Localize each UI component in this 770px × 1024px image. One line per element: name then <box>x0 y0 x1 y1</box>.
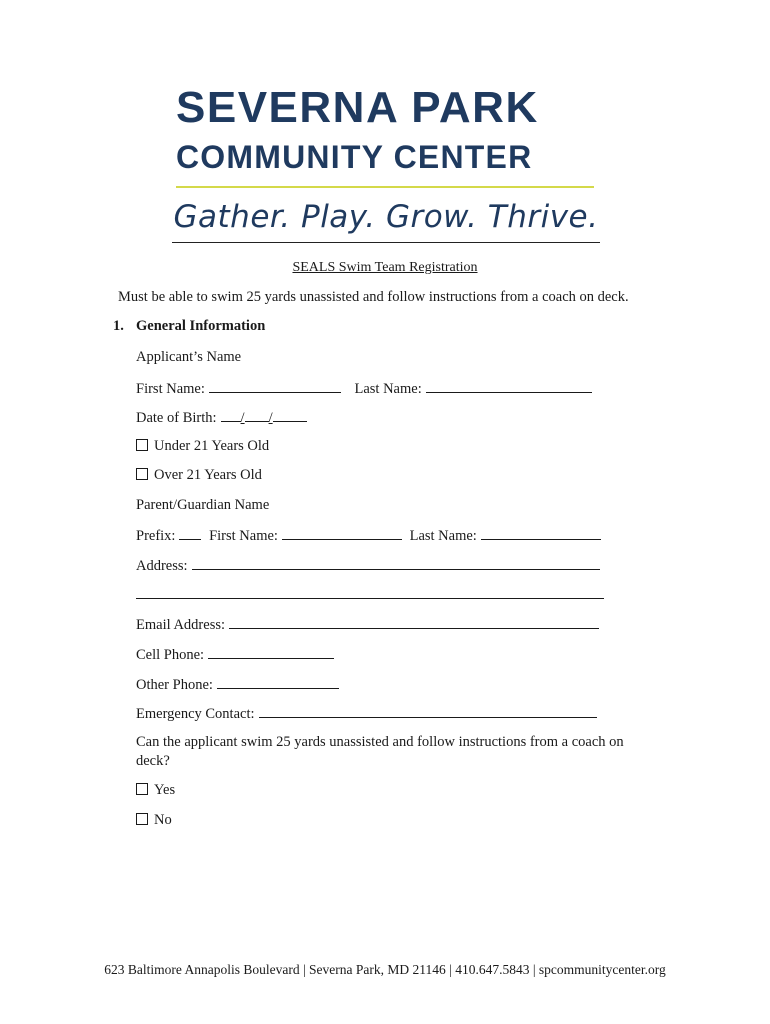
email-label: Email Address: <box>136 617 226 633</box>
swim-question-line1: Can the applicant swim 25 yards unassisted and follow instructions from a coach on <box>136 734 624 750</box>
checkbox-under-21[interactable] <box>136 439 148 451</box>
other-phone-row <box>136 674 339 694</box>
address-field-line1[interactable] <box>192 555 600 570</box>
dob-label: Date of Birth: <box>136 410 217 426</box>
logo-title-line1: SEVERNA PARK <box>176 83 539 132</box>
guardian-first-name-field[interactable] <box>282 525 402 540</box>
cell-phone-field[interactable] <box>208 644 334 659</box>
cell-phone-label: Cell Phone: <box>136 647 205 663</box>
address-field-line2[interactable] <box>136 598 604 599</box>
dob-month-field[interactable] <box>221 407 241 422</box>
age-option-over-21[interactable] <box>136 466 262 484</box>
form-title: SEALS Swim Team Registration <box>292 260 478 275</box>
address-label: Address: <box>136 558 188 574</box>
dob-separator-2: / <box>268 410 273 426</box>
other-phone-field[interactable] <box>217 674 339 689</box>
section-heading <box>113 318 265 335</box>
form-intro: Must be able to swim 25 yards unassisted and follow instructions from a coach on deck. <box>118 289 629 305</box>
guardian-first-name-label: First Name: <box>209 528 278 544</box>
dob-separator-1: / <box>240 410 245 426</box>
applicant-last-name-label: Last Name: <box>354 381 422 397</box>
applicant-name-row <box>136 378 592 398</box>
section-title: General Information <box>136 318 266 334</box>
email-field[interactable] <box>229 614 599 629</box>
logo-divider <box>172 242 600 243</box>
page-footer: 623 Baltimore Annapolis Boulevard | Severna Park, MD 21146 | 410.647.5843 | spcommunitycenter.org <box>104 962 666 977</box>
other-phone-label: Other Phone: <box>136 677 213 693</box>
answer-no-label: No <box>154 812 172 828</box>
logo-accent-rule <box>176 186 594 188</box>
age-option-under-21-label: Under 21 Years Old <box>154 438 270 454</box>
emergency-contact-label: Emergency Contact: <box>136 706 255 722</box>
section-number: 1. <box>113 318 124 334</box>
dob-day-field[interactable] <box>245 407 269 422</box>
emergency-contact-field[interactable] <box>259 703 597 718</box>
answer-yes-label: Yes <box>154 782 176 798</box>
age-option-under-21[interactable] <box>136 437 269 455</box>
age-option-over-21-label: Over 21 Years Old <box>154 467 262 483</box>
answer-option-yes[interactable] <box>136 781 175 799</box>
guardian-heading: Parent/Guardian Name <box>136 497 270 513</box>
guardian-last-name-field[interactable] <box>481 525 601 540</box>
guardian-last-name-label: Last Name: <box>409 528 477 544</box>
address-row <box>136 555 600 575</box>
applicant-first-name-field[interactable] <box>209 378 341 393</box>
dob-year-field[interactable] <box>273 407 307 422</box>
guardian-name-row <box>136 525 601 545</box>
dob-row <box>136 407 307 427</box>
guardian-prefix-label: Prefix: <box>136 528 176 544</box>
applicant-last-name-field[interactable] <box>426 378 592 393</box>
answer-option-no[interactable] <box>136 811 172 829</box>
checkbox-over-21[interactable] <box>136 468 148 480</box>
cell-phone-row <box>136 644 334 664</box>
guardian-prefix-field[interactable] <box>179 525 201 540</box>
applicant-heading: Applicant’s Name <box>136 349 242 365</box>
logo-title-line2: COMMUNITY CENTER <box>176 139 533 175</box>
logo-tagline: Gather. Play. Grow. Thrive. <box>173 199 599 235</box>
checkbox-yes[interactable] <box>136 783 148 795</box>
swim-question-line2: deck? <box>136 753 170 769</box>
checkbox-no[interactable] <box>136 813 148 825</box>
applicant-first-name-label: First Name: <box>136 381 205 397</box>
emergency-contact-row <box>136 703 597 723</box>
email-row <box>136 614 599 634</box>
